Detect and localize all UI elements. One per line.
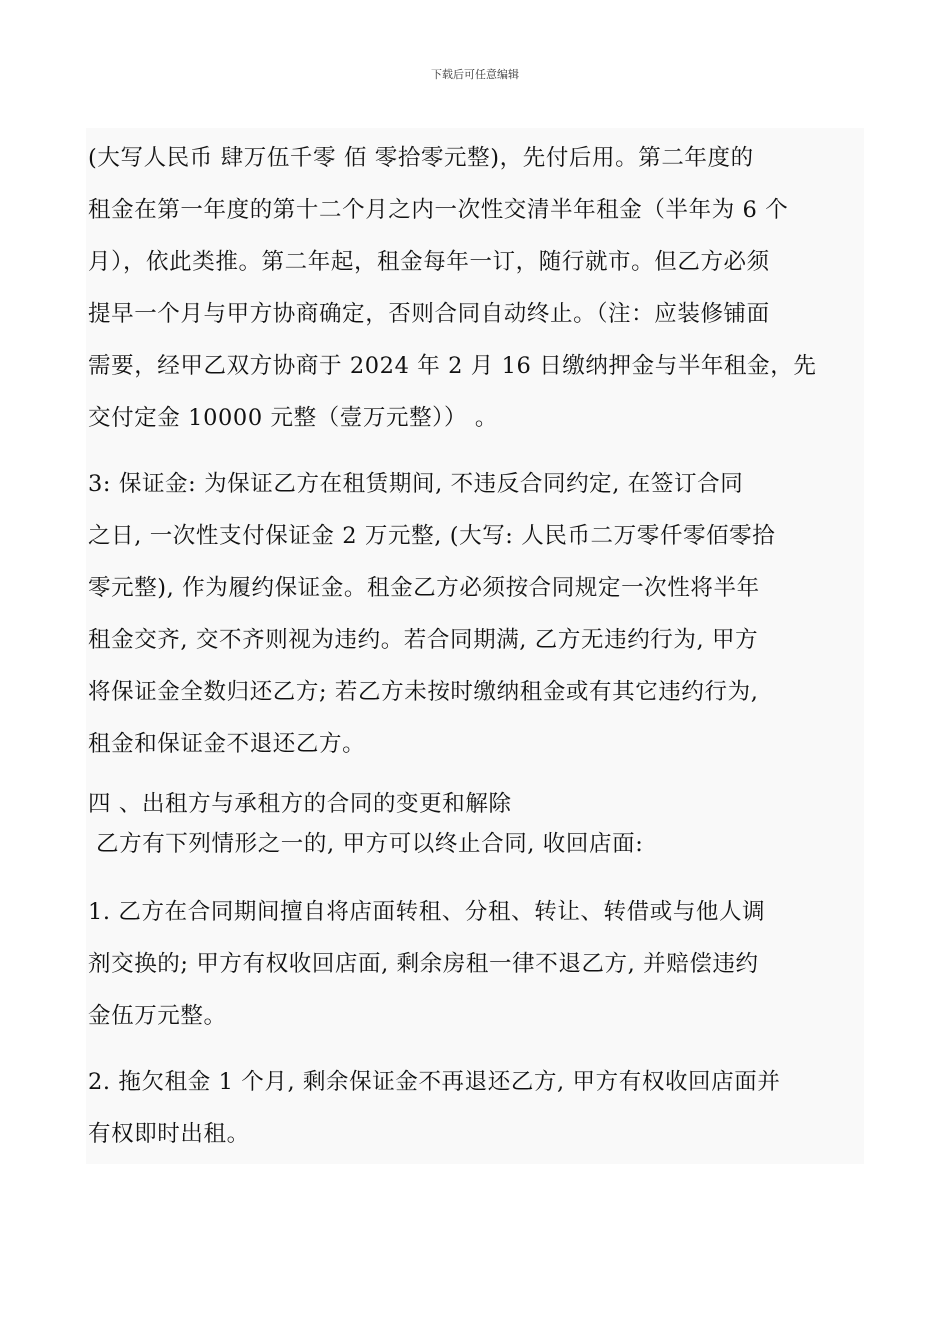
rent-payment-paragraph <box>86 132 864 444</box>
text-line: (大写人民币 肆万伍千零 佰 零拾零元整)，先付后用。第二年度的 <box>88 145 754 171</box>
section-heading: 四 、出租方与承租方的合同的变更和解除 <box>88 791 512 817</box>
section-four-intro <box>86 824 864 864</box>
text-line: 金伍万元整。 <box>88 1003 227 1029</box>
text-line: 需要，经甲乙双方协商于 2024 年 2 月 16 日缴纳押金与半年租金，先 <box>88 353 817 379</box>
text-line: 之日, 一次性支付保证金 2 万元整, (大写: 人民币二万零仟零佰零拾 <box>88 523 776 549</box>
text-line: 将保证金全数归还乙方; 若乙方未按时缴纳租金或有其它违约行为, <box>88 679 759 705</box>
header-note: 下载后可任意编辑 <box>431 68 519 81</box>
document-body <box>86 128 864 1164</box>
text-line: 交付定金 10000 元整（壹万元整）） 。 <box>88 405 498 431</box>
text-line: 提早一个月与甲方协商确定，否则合同自动终止。（注：应装修铺面 <box>88 301 770 327</box>
text-line: 月），依此类推。第二年起，租金每年一订，随行就市。但乙方必须 <box>88 249 770 275</box>
text-line: 3: 保证金: 为保证乙方在租赁期间, 不违反合同约定, 在签订合同 <box>88 471 744 497</box>
text-line: 零元整), 作为履约保证金。租金乙方必须按合同规定一次性将半年 <box>88 575 760 601</box>
termination-item-2 <box>86 1056 864 1160</box>
deposit-paragraph <box>86 458 864 770</box>
text-line: 租金和保证金不退还乙方。 <box>88 731 366 757</box>
text-line: 乙方有下列情形之一的, 甲方可以终止合同, 收回店面: <box>96 831 644 857</box>
termination-item-1 <box>86 886 864 1042</box>
text-line: 剂交换的; 甲方有权收回店面, 剩余房租一律不退乙方, 并赔偿违约 <box>88 951 759 977</box>
text-line: 租金交齐, 交不齐则视为违约。若合同期满, 乙方无违约行为, 甲方 <box>88 627 759 653</box>
text-line: 有权即时出租。 <box>88 1121 250 1147</box>
text-line: 2. 拖欠租金 1 个月, 剩余保证金不再退还乙方, 甲方有权收回店面并 <box>88 1069 781 1095</box>
section-four-title <box>86 784 864 824</box>
text-line: 租金在第一年度的第十二个月之内一次性交清半年租金（半年为 6 个 <box>88 197 789 223</box>
text-line: 1. 乙方在合同期间擅自将店面转租、分租、转让、转借或与他人调 <box>88 899 766 925</box>
